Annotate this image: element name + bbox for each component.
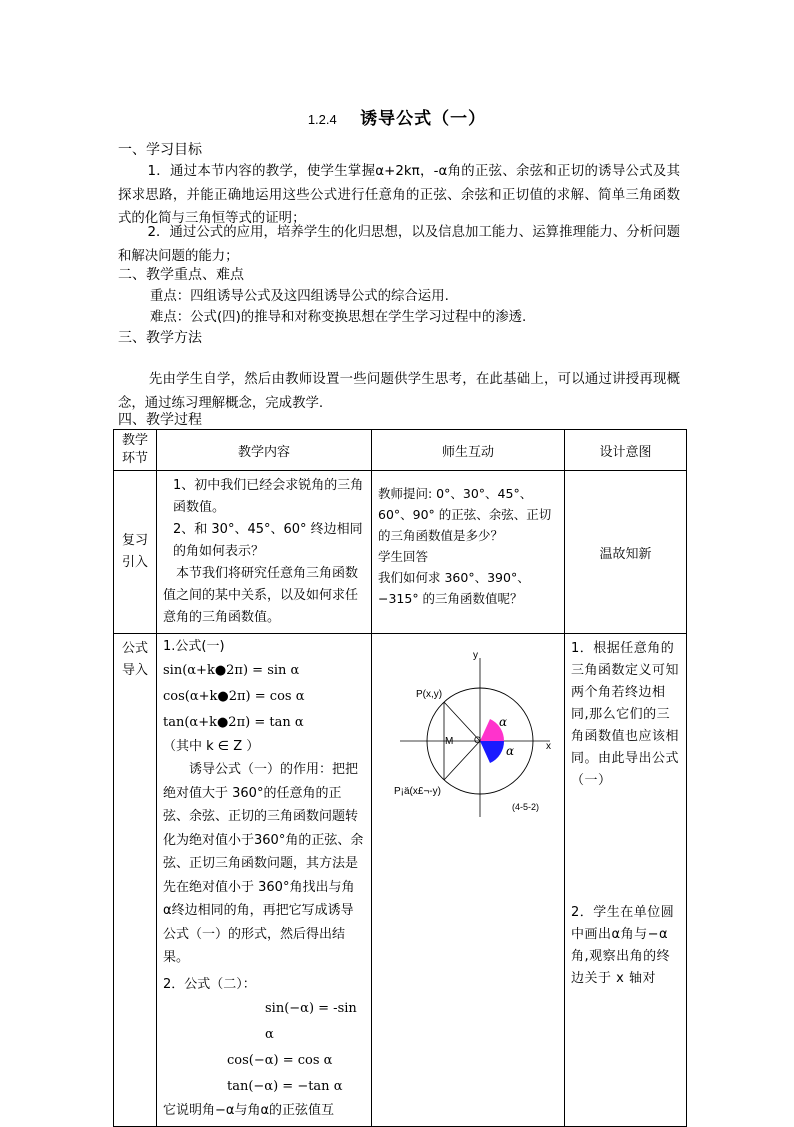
- table-row-formula: [114, 634, 687, 1127]
- label-m: M: [445, 736, 454, 747]
- stage-formula: 公式导入: [114, 634, 157, 1127]
- unit-circle-diagram: [372, 634, 564, 834]
- formula2-sin: sin(−α) = -sin α: [265, 1000, 357, 1042]
- intent-formula-1: 1．根据任意角的三角函数定义可知两个角若终边相同,那么它们的三角函数值也应该相同。由此导出公式（一）: [571, 641, 680, 788]
- formula2-tail: 它说明角−α与角α的正弦值互: [163, 1102, 335, 1118]
- goal-item-1: 1．通过本节内容的教学，使学生掌握α+2kπ，-α角的正弦、余弦和正切的诱导公式及其探求思路，并能正确地运用这些公式进行任意角的正弦、余弦和正切值的求解、简单三角函数式的化简与三角恒等式的证明；: [118, 164, 680, 226]
- diagram-caption: (4-5-2): [512, 802, 540, 812]
- intent-formula-2: 2．学生在单位圆中画出α角与−α角,观察出角的终边关于 x 轴对: [571, 905, 675, 986]
- formula2-tan: tan(−α) = −tan α: [227, 1078, 343, 1094]
- header-stage: 教学环节: [114, 430, 157, 471]
- formula1-sin: sin(α+k●2π) = sin α: [163, 663, 300, 678]
- student-answer: 学生回答: [378, 549, 429, 564]
- label-x: x: [546, 741, 551, 752]
- formula1-title: 1.公式(一): [163, 639, 225, 654]
- difficult-point: 难点：公式(四)的推导和对称变换思想在学生学习过程中的渗透.: [150, 310, 527, 325]
- stage-review: 复习引入: [114, 471, 157, 634]
- heading-method: 三、教学方法: [118, 330, 202, 346]
- header-intent: 设计意图: [565, 430, 687, 471]
- heading-process: 四、教学过程: [118, 412, 202, 428]
- content-formula: [157, 634, 372, 1127]
- title-text: 诱导公式（一）: [360, 109, 487, 129]
- key-point: 重点：四组诱导公式及这四组诱导公式的综合运用.: [150, 289, 449, 304]
- formula1-cos: cos(α+k●2π) = cos α: [163, 689, 305, 704]
- formula2-cos: cos(−α) = cos α: [227, 1052, 333, 1068]
- label-alpha-top: α: [499, 715, 508, 729]
- review-item-2: 2、和 30°、45°、60° 终边相同的角如何表示？: [173, 522, 363, 559]
- label-p-prime: P¡ä(x£¬-y): [394, 786, 441, 797]
- section-number: 1.2.4: [307, 112, 337, 127]
- goal-item-2: 2．通过公式的应用，培养学生的化归思想，以及信息加工能力、运算推理能力、分析问题和解决问题的能力；: [118, 225, 680, 264]
- header-interaction: 师生互动: [372, 430, 565, 471]
- table-row-review: [114, 471, 687, 634]
- label-p: P(x,y): [416, 689, 443, 700]
- method-text: 先由学生自学，然后由教师设置一些问题供学生思考，在此基础上，可以通过讲授再现概念，通过练习理解概念，完成教学.: [118, 372, 680, 411]
- formula1-condition: （其中 k ∈ Z ）: [163, 739, 260, 754]
- formula1-explanation: 诱导公式（一）的作用：把把绝对值大于 360°的任意角的正弦、余弦、正切的三角函数问题转化为绝对值小于360°角的正弦、余弦、正切三角函数问题，其方法是先在绝对值小于 360°角找出与角 α终边相同的角，再把它写成诱导公式（一）的形式，然后得出结果。: [163, 762, 364, 965]
- teacher-question: 教师提问: 0°、30°、45°、60°、90° 的正弦、余弦、正切的三角函数值是多少？: [378, 486, 552, 543]
- sector-alpha-negative: [480, 741, 504, 763]
- interaction-review: [372, 471, 565, 634]
- content-review: [157, 471, 372, 634]
- label-o: O: [474, 735, 482, 745]
- heading-key-points: 二、教学重点、难点: [118, 267, 244, 283]
- header-content: 教学内容: [157, 430, 372, 471]
- review-item-1: 1、初中我们已经会求锐角的三角函数值。: [173, 478, 364, 515]
- follow-up-question: 我们如何求 360°、390°、−315° 的三角函数值呢？: [378, 570, 530, 606]
- intent-review: 温故知新: [565, 471, 687, 634]
- intent-formula: [565, 634, 687, 1127]
- page-title: [0, 104, 794, 129]
- heading-learning-goals: 一、学习目标: [118, 142, 202, 158]
- table-header-row: [114, 430, 687, 471]
- formula1-tan: tan(α+k●2π) = tan α: [163, 715, 304, 730]
- formula2-title: 2．公式（二）：: [163, 976, 256, 992]
- label-y: y: [473, 650, 478, 661]
- label-alpha-bottom: α: [506, 744, 515, 758]
- review-item-3: 本节我们将研究任意角三角函数值之间的某中关系，以及如何求任意角的三角函数值。: [163, 566, 359, 625]
- teaching-process-table: [113, 429, 687, 1127]
- interaction-formula: [372, 634, 565, 1127]
